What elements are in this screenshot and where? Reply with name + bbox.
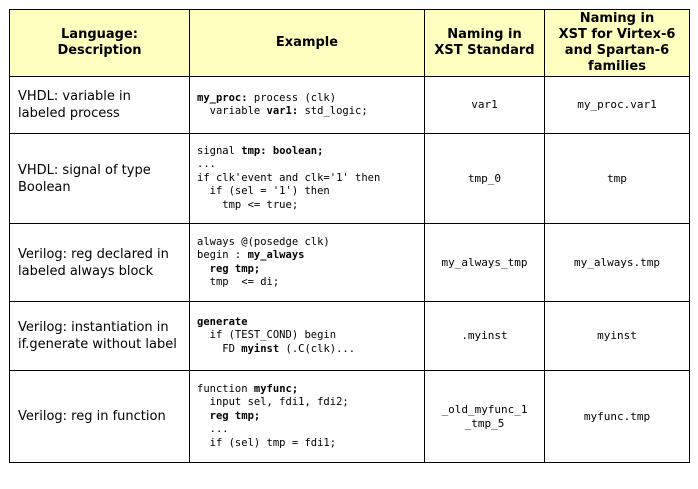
language-description-cell — [10, 371, 190, 463]
code-keyword-bold: my_proc: — [197, 91, 248, 104]
code-keyword-bold: my_always — [247, 249, 305, 261]
xst-virtex-name-cell: myinst — [545, 302, 690, 371]
code-text: always @(posedge clk) — [197, 235, 330, 248]
language-description-cell — [10, 134, 190, 224]
code-line — [197, 383, 417, 397]
description-line: labeled always block — [18, 263, 154, 279]
description-line: VHDL: signal of type — [18, 162, 151, 178]
example-code-cell — [190, 224, 425, 302]
code-keyword-bold: generate — [197, 315, 248, 328]
code-text: std_logic; — [298, 105, 368, 117]
example-code-cell — [190, 302, 425, 371]
xst-virtex-name-cell: my_always.tmp — [545, 224, 690, 302]
naming-conventions-table — [9, 9, 690, 463]
xst-standard-name-cell — [425, 224, 545, 302]
code-keyword-bold: reg tmp; — [197, 262, 261, 275]
code-text: process (clk) — [247, 91, 337, 104]
code-keyword-bold: tmp: boolean; — [241, 144, 324, 157]
code-text: if (TEST_COND) begin — [197, 329, 337, 342]
description-line: Verilog: reg in function — [18, 409, 166, 424]
code-text: tmp <= di; — [197, 276, 280, 288]
code-line — [197, 437, 417, 451]
code-text: if (sel = '1') then — [197, 185, 330, 198]
xst-standard-name: var1 — [471, 98, 498, 111]
code-line — [197, 276, 417, 290]
xst-standard-name: tmp_0 — [467, 171, 502, 185]
xst-standard-name: .myinst — [461, 329, 508, 342]
code-text: input sel, fdi1, fdi2; — [197, 396, 349, 409]
table-header — [10, 10, 690, 77]
table-row — [10, 134, 690, 224]
code-line — [197, 249, 417, 263]
code-text: signal — [197, 144, 242, 157]
xst-standard-name-cell — [425, 134, 545, 224]
example-code-cell — [190, 134, 425, 224]
code-keyword-bold: myfunc; — [253, 382, 299, 395]
code-text: begin : — [197, 249, 248, 261]
language-description-cell — [10, 302, 190, 371]
code-text: if (sel) tmp = fdi1; — [197, 436, 337, 449]
description-line: Verilog: instantiation in — [18, 320, 169, 335]
code-text: variable — [197, 105, 267, 117]
header-xst-virtex6-spartan6: Naming in XST for Virtex-6 and Spartan-6 families — [545, 10, 690, 77]
code-line — [197, 185, 417, 199]
code-text: ... — [197, 158, 216, 171]
code-line — [197, 92, 417, 106]
code-keyword-bold: myinst — [241, 342, 280, 355]
language-description-cell — [10, 77, 190, 134]
header-xst-standard: Naming in XST Standard — [425, 10, 545, 77]
description-line: Verilog: reg declared in — [18, 246, 169, 262]
code-line — [197, 410, 417, 424]
description-line: labeled process — [18, 106, 120, 121]
xst-standard-name-cell — [425, 302, 545, 371]
xst-virtex-name-cell: tmp — [545, 134, 690, 224]
xst-standard-name: _old_myfunc_1 — [441, 402, 528, 416]
code-line — [197, 329, 417, 343]
xst-standard-name: _tmp_5 — [464, 416, 505, 430]
xst-virtex-name-cell: my_proc.var1 — [545, 77, 690, 134]
code-text: FD — [197, 342, 242, 355]
example-code-cell — [190, 77, 425, 134]
code-keyword-bold: var1: — [266, 105, 299, 117]
code-text: ... — [197, 423, 229, 436]
table-row — [10, 302, 690, 371]
code-text: tmp <= true; — [197, 198, 299, 211]
code-text: (.C(clk)... — [279, 342, 356, 355]
description-line: Boolean — [18, 179, 71, 195]
header-language-description: Language: Description — [10, 10, 190, 77]
code-line — [197, 145, 417, 159]
code-text: function — [197, 382, 254, 395]
xst-standard-name-cell — [425, 77, 545, 134]
language-description-cell — [10, 224, 190, 302]
table-row — [10, 371, 690, 463]
code-line — [197, 105, 417, 119]
code-line — [197, 158, 417, 172]
code-line — [197, 343, 417, 357]
code-line — [197, 199, 417, 213]
table-body — [10, 77, 690, 463]
code-keyword-bold: reg tmp; — [197, 409, 261, 422]
xst-standard-name-cell — [425, 371, 545, 463]
code-line — [197, 316, 417, 330]
code-line — [197, 172, 417, 186]
xst-virtex-name-cell: myfunc.tmp — [545, 371, 690, 463]
table-row — [10, 224, 690, 302]
header-example: Example — [190, 10, 425, 77]
code-text: if clk'event and clk='1' then — [197, 171, 381, 184]
description-line: if.generate without label — [18, 337, 177, 352]
xst-standard-name: my_always_tmp — [441, 255, 528, 269]
code-line — [197, 396, 417, 410]
code-line — [197, 236, 417, 250]
description-line: VHDL: variable in — [18, 89, 131, 104]
example-code-cell — [190, 371, 425, 463]
code-line — [197, 423, 417, 437]
code-line — [197, 263, 417, 277]
header-row — [10, 10, 690, 77]
table-row — [10, 77, 690, 134]
